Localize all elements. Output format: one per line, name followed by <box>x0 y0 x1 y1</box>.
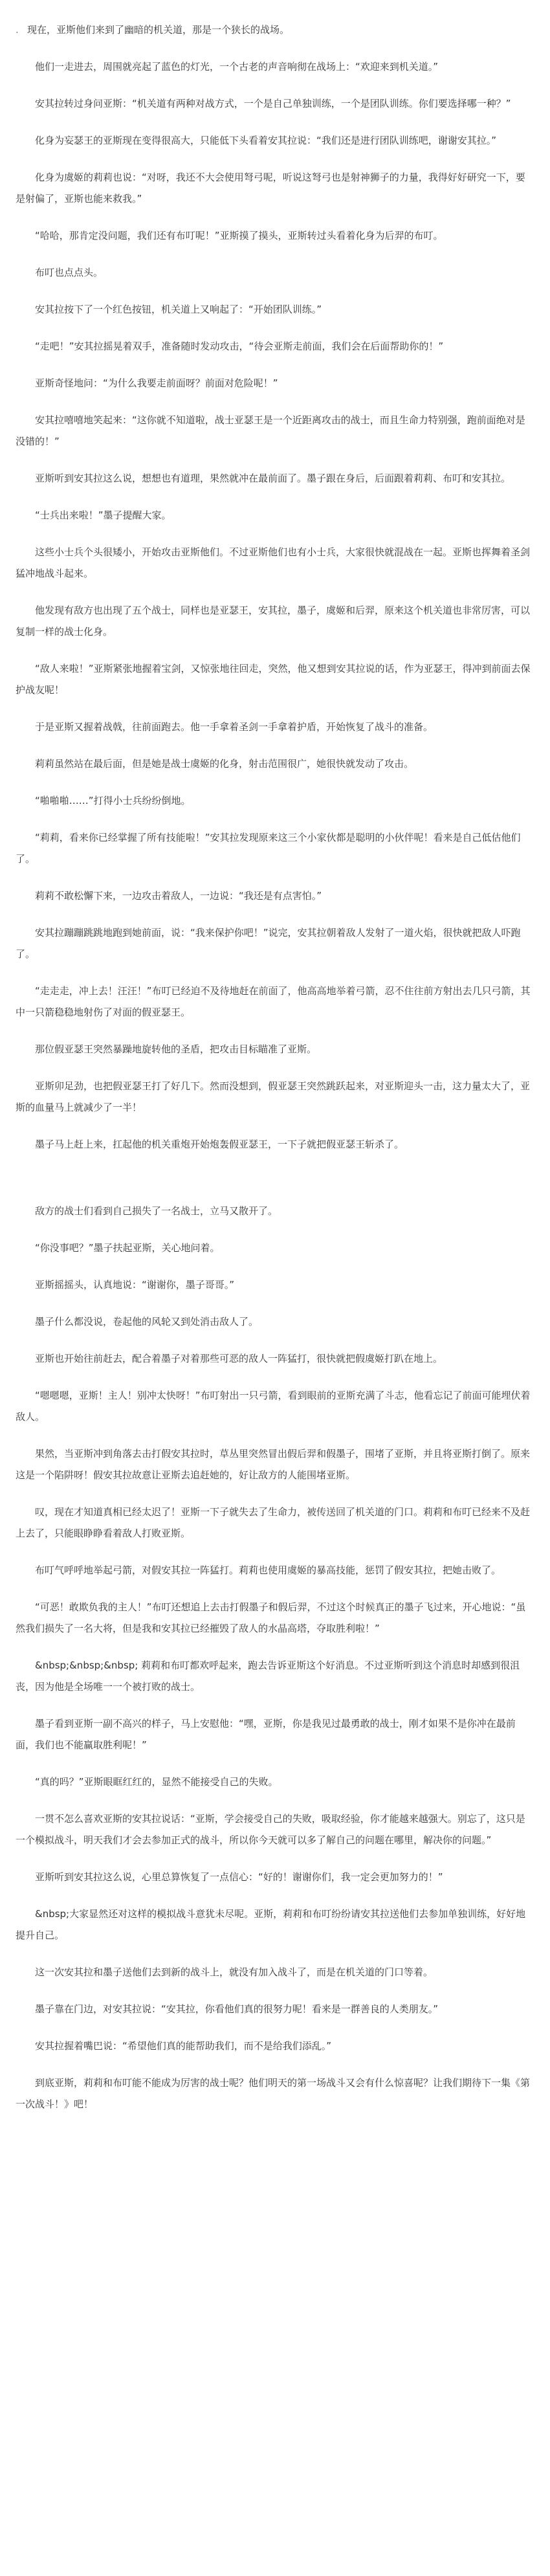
story-paragraph: 安其拉蹦蹦跳跳地跑到她前面，说：“我来保护你吧！”说完，安其拉朝着敌人发射了一道火焰，很快就把敌人吓跑了。 <box>16 927 521 960</box>
story-paragraph <box>16 19 532 41</box>
story-paragraph: 亚斯也开始往前赶去，配合着墨子对着那些可恶的敌人一阵猛打，很快就把假虞姬打趴在地上。 <box>35 1353 443 1364</box>
story-paragraph: 这一次安其拉和墨子送他们去到新的战斗上，就没有加入战斗了，而是在机关道的门口等着。 <box>35 1966 434 1978</box>
story-paragraph: &nbsp;&nbsp;&nbsp; 莉莉和布叮都欢呼起来，跑去告诉亚斯这个好消息。不过亚斯听到这个消息时却感到很沮丧，因为他是全场唯一一个被打败的战士。 <box>16 1660 520 1693</box>
story-paragraph: 莉莉虽然站在最后面，但是她是战士虞姬的化身，射击范围很广，她很快就发动了攻击。 <box>35 758 414 770</box>
story-paragraph: “你没事吧？”墨子扶起亚斯，关心地问着。 <box>35 1242 220 1254</box>
story-paragraph: &nbsp;大家显然还对这样的模拟战斗意犹未尽呢。亚斯，莉莉和布叮纷纷请安其拉送他们去参加单独训练，好好地提升自己。 <box>16 1908 526 1941</box>
story-paragraph: “啪啪啪……”打得小士兵纷纷倒地。 <box>35 795 191 806</box>
story-paragraph: “嗯嗯嗯，亚斯！主人！别冲太快呀！”布叮射出一只弓箭，看到眼前的亚斯充满了斗志，他看忘记了前面可能埋伏着敌人。 <box>16 1390 531 1423</box>
story-paragraph: 安其拉握着嘴巴说：“希望他们真的能帮助我们，而不是给我们添乱。” <box>35 2040 332 2052</box>
story-paragraph: 他发现有敌方也出现了五个战士，同样也是亚瑟王，安其拉，墨子，虞姬和后羿，原来这个机关道也非常厉害，可以复制一样的战士化身。 <box>16 605 531 638</box>
story-paragraph: “可恶！敢欺负我的主人！”布叮还想追上去击打假墨子和假后羿，不过这个时候真正的墨子飞过来，开心地说：“虽然我们损失了一名大将，但是我和安其拉已经摧毁了敌人的水晶高塔，夺取胜利啦！” <box>16 1601 526 1634</box>
story-paragraph: “士兵出来啦！”墨子提醒大家。 <box>35 509 171 521</box>
story-paragraph: 叹，现在才知道真相已经太迟了！亚斯一下子就失去了生命力，被传送回了机关道的门口。莉莉和布叮已经来不及赶上去了，只能眼睁睁看着敌人打败亚斯。 <box>16 1506 531 1539</box>
story-paragraph: 一贯不怎么喜欢亚斯的安其拉说话：“亚斯，学会接受自己的失败，吸取经验，你才能越来越强大。别忘了，这只是一个模拟战斗，明天我们才会去参加正式的战斗，所以你今天就可以多了解自己的问题在哪里，解决你的问题。” <box>16 1813 525 1846</box>
story-paragraph: 于是亚斯又握着战戟，往前面跑去。他一手拿着圣剑一手拿着护盾，开始恢复了战斗的准备。 <box>35 721 434 733</box>
story-paragraph: 这些小士兵个头很矮小，开始攻击亚斯他们。不过亚斯他们也有小士兵，大家很快就混战在一起。亚斯也挥舞着圣剑猛冲地战斗起来。 <box>16 546 531 579</box>
story-paragraph: 到底亚斯，莉莉和布叮能不能成为厉害的战士呢？他们明天的第一场战斗又会有什么惊喜呢？让我们期待下一集《第一次战斗！》吧！ <box>16 2077 531 2110</box>
story-paragraph: “真的吗？”亚斯眼眶红红的，显然不能接受自己的失败。 <box>35 1776 278 1788</box>
story-paragraph: 亚斯卯足劲，也把假亚瑟王打了好几下。然而没想到，假亚瑟王突然跳跃起来，对亚斯迎头一击，这力量太大了，亚斯的血量马上就减少了一半！ <box>16 1080 531 1113</box>
story-paragraph-text: 现在，亚斯他们来到了幽暗的机关道，那是一个狭长的战场。 <box>27 24 290 36</box>
story-paragraph: 布叮也点点头。 <box>35 267 104 278</box>
story-paragraph: 墨子靠在门边，对安其拉说：“安其拉，你看他们真的很努力呢！看来是一群善良的人类朋友。” <box>35 2003 439 2015</box>
story-paragraph: 墨子什么都没说，卷起他的风轮又到处消击敌人了。 <box>35 1316 259 1327</box>
story-paragraph: 亚斯奇怪地问：“为什么我要走前面呀？前面对危险呢！” <box>35 377 278 389</box>
story-paragraph: “走走走，冲上去！汪汪！”布叮已经迫不及待地赶在前面了，他高高地举着弓箭，忍不住往前方射出去几只弓箭，其中一只箭稳稳地射伤了对面的假亚瑟王。 <box>16 985 531 1018</box>
story-paragraph: 他们一走进去，周围就亮起了蓝色的灯光，一个古老的声音响彻在战场上：“欢迎来到机关道。” <box>35 61 439 72</box>
story-paragraph: 墨子看到亚斯一副不高兴的样子，马上安慰他：“嘿，亚斯，你是我见过最勇敢的战士，刚才如果不是你冲在最前面，我们也不能赢取胜利呢！” <box>16 1718 516 1751</box>
story-paragraph: 布叮气呼呼地举起弓箭，对假安其拉一阵猛打。莉莉也使用虞姬的暴高技能，惩罚了假安其拉，把她击败了。 <box>35 1564 501 1576</box>
story-paragraph: 敌方的战士们看到自己损失了一名战士，立马又散开了。 <box>35 1205 278 1217</box>
story-paragraph: “莉莉，看来你已经掌握了所有技能啦！”安其拉发现原来这三个小家伙都是聪明的小伙伴呢！看来是自己低估他们了。 <box>16 832 521 865</box>
story-paragraph: 墨子马上赶上来，扛起他的机关重炮开始炮轰假亚瑟王，一下子就把假亚瑟王斩杀了。 <box>35 1138 404 1150</box>
story-paragraph: 安其拉转过身问亚斯：“机关道有两种对战方式，一个是自己单独训练，一个是团队训练。你们要选择哪一种？” <box>35 98 511 109</box>
story-paragraph: “哈哈，那肯定没问题，我们还有布叮呢！”亚斯摸了摸头，亚斯转过头看着化身为后羿的布叮。 <box>35 230 443 241</box>
story-paragraph: 果然，当亚斯冲到角落去击打假安其拉时，草丛里突然冒出假后羿和假墨子，围堵了亚斯，并且将亚斯打倒了。原来这是一个陷阱呀！假安其拉故意让亚斯去追赶她的，好让敌方的人能围堵亚斯。 <box>16 1448 531 1481</box>
story-paragraph: 那位假亚瑟王突然暴躁地旋转他的圣盾，把攻击目标瞄准了亚斯。 <box>35 1043 317 1055</box>
story-paragraph: 亚斯听到安其拉这么说，想想也有道理，果然就冲在最前面了。墨子跟在身后，后面跟着莉莉、布叮和安其拉。 <box>35 472 511 484</box>
story-paragraph: “敌人来啦！”亚斯紧张地握着宝剑，又惊张地往回走，突然，他又想到安其拉说的话，作为亚瑟王，得冲到前面去保护战友呢！ <box>16 663 531 696</box>
lead-mark: . <box>16 24 19 36</box>
story-paragraph: “走吧！”安其拉摇晃着双手，准备随时发动攻击，“待会亚斯走前面，我们会在后面帮助你的！” <box>35 340 444 352</box>
story-paragraph: 化身为妄瑟王的亚斯现在变得很高大，只能低下头看着安其拉说：“我们还是进行团队训练吧，谢谢安其拉。” <box>35 135 497 146</box>
story-paragraph: 莉莉不敢松懈下来，一边攻击着敌人，一边说：“我还是有点害怕。” <box>35 890 322 902</box>
story-paragraph: 亚斯听到安其拉这么说，心里总算恢复了一点信心：“好的！谢谢你们，我一定会更加努力的！” <box>35 1871 443 1883</box>
story-paragraph: 化身为虞姬的莉莉也说：“对呀，我还不大会使用弩弓呢，听说这弩弓也是射神狮子的力量，我得好好研究一下，要是射偏了，亚斯也能来救我。” <box>16 172 525 205</box>
story-paragraph: 安其拉按下了一个红色按钮，机关道上又响起了：“开始团队训练。” <box>35 304 322 315</box>
story-paragraph: 亚斯摇摇头，认真地说：“谢谢你，墨子哥哥。” <box>35 1279 235 1291</box>
story-paragraph: 安其拉嘻嘻地笑起来：“这你就不知道啦，战士亚瑟王是一个近距离攻击的战士，而且生命力特别强，跑前面绝对是没错的！” <box>16 414 525 447</box>
